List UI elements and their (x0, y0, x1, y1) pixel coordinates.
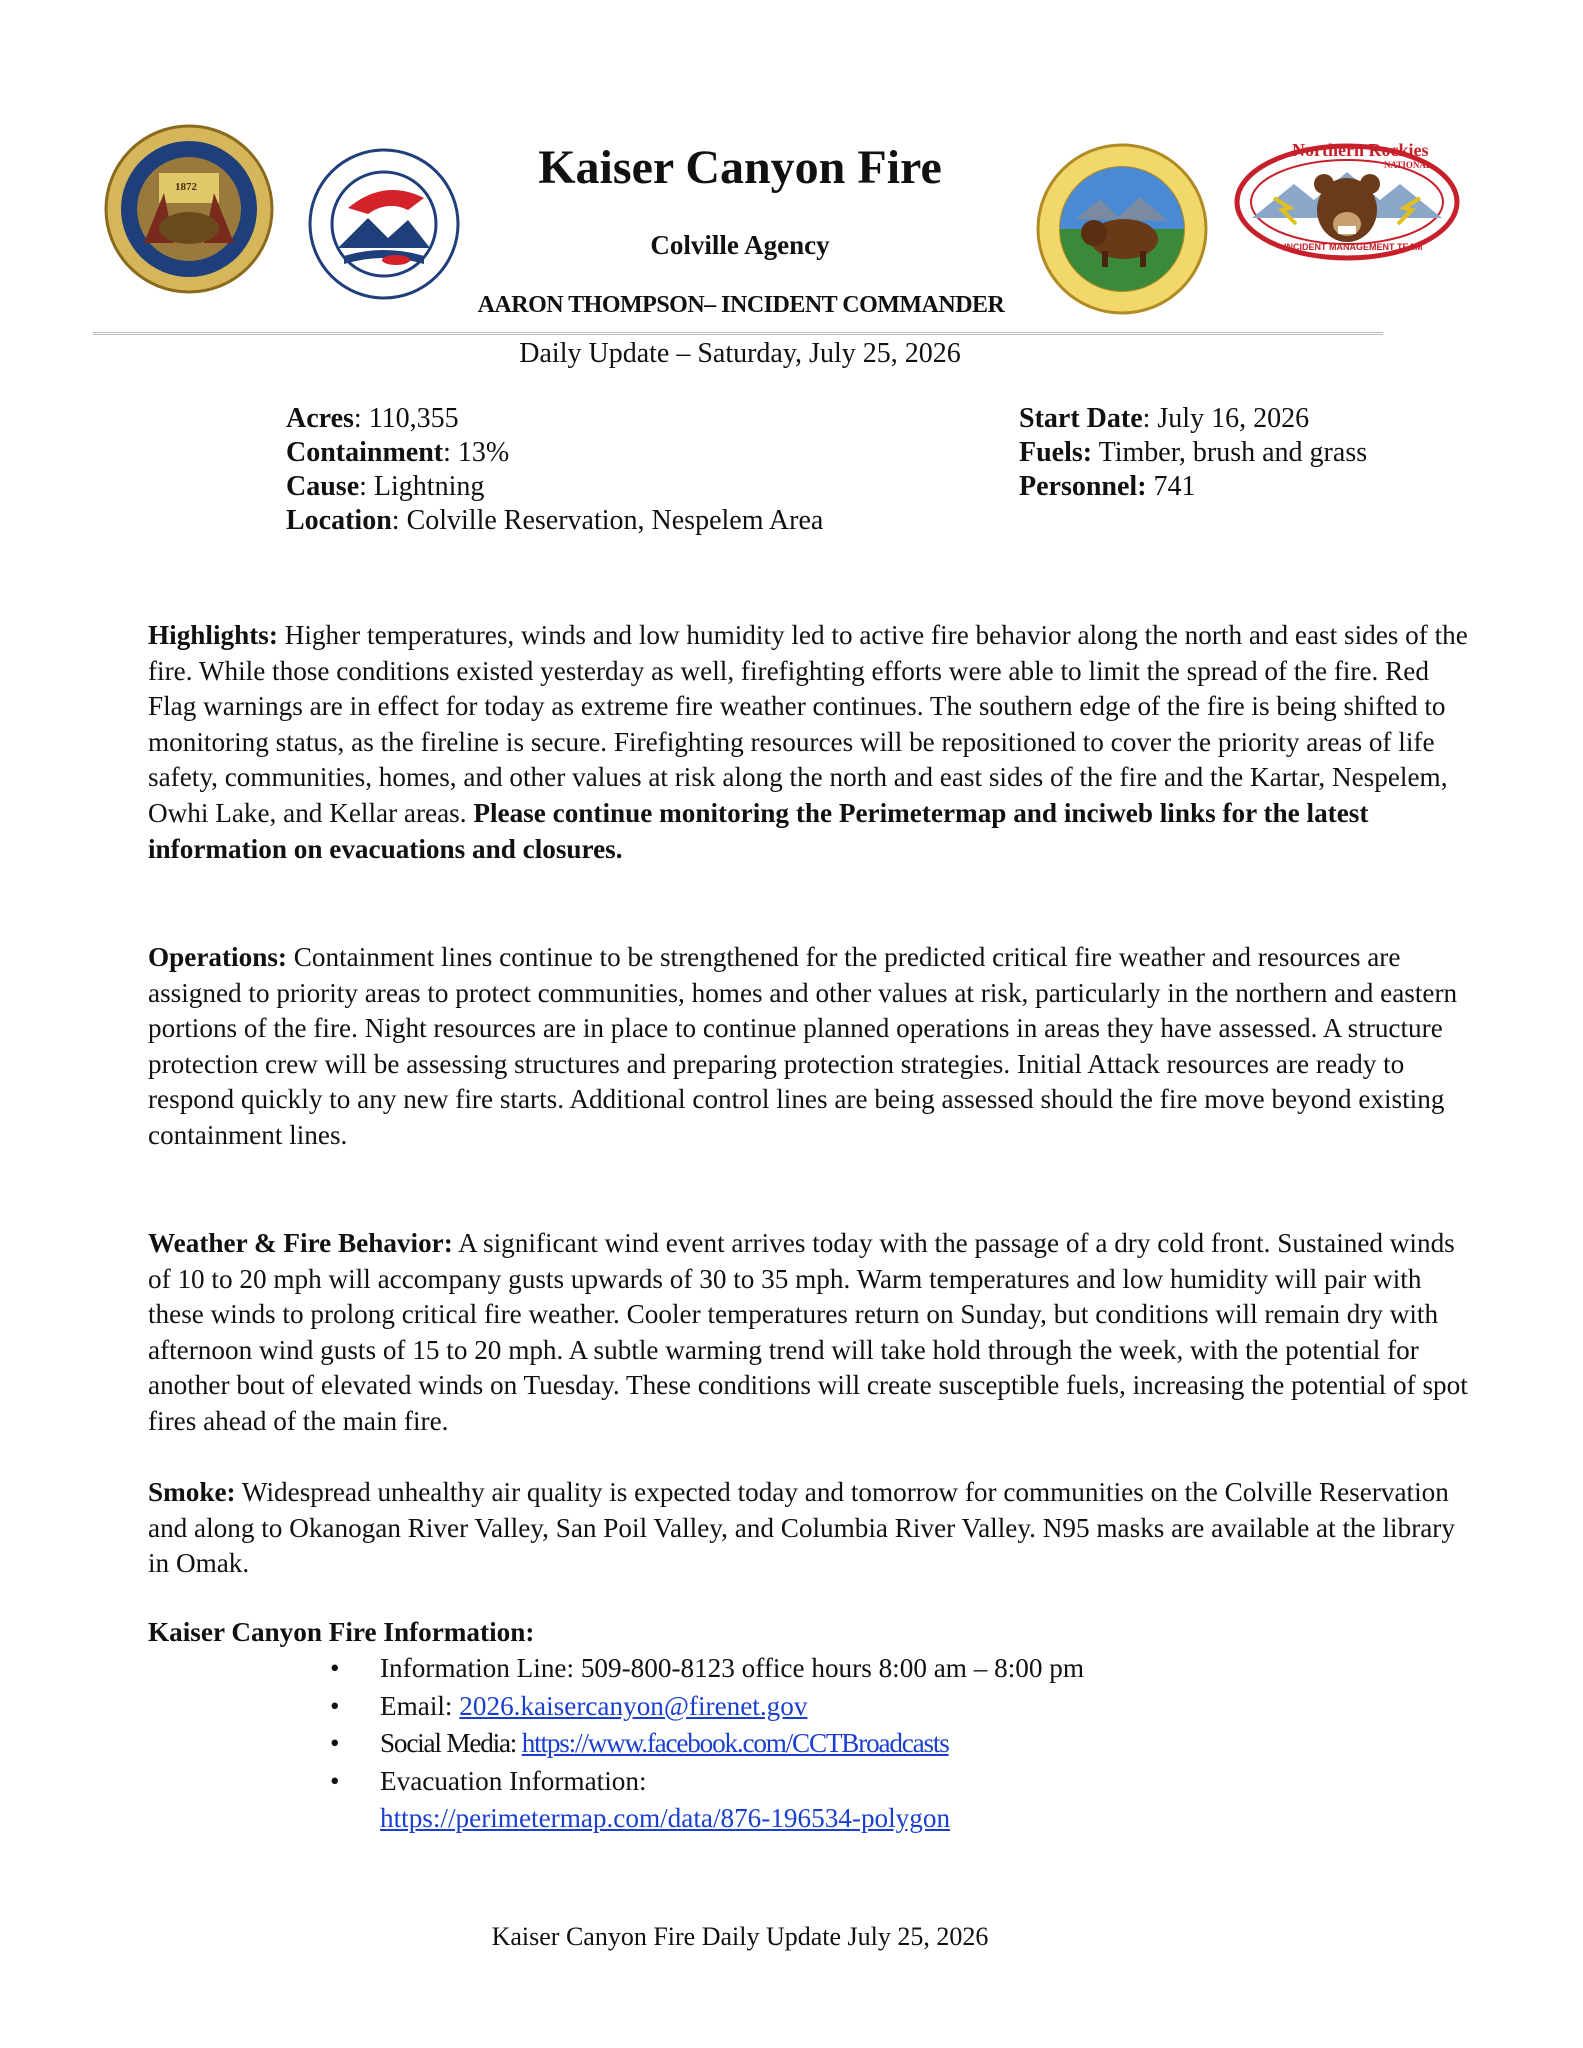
incident-commander: AARON THOMPSON– INCIDENT COMMANDER (477, 292, 1005, 318)
fire-facts-right (1019, 402, 1367, 504)
weather-section (148, 1226, 1476, 1440)
fact-acres: Acres: 110,355 (286, 403, 459, 434)
email-link[interactable]: 2026.kaisercanyon@firenet.gov (459, 1690, 808, 1721)
smoke-text: Widespread unhealthy air quality is expected today and tomorrow for communities on the Colville Reservation and along to Okanogan River Valley, San Poil Valley, and Columbia River Valley. N95 masks are available at the library in Omak. (148, 1477, 1455, 1579)
smoke-section (148, 1475, 1476, 1582)
smoke-label: Smoke: (148, 1477, 236, 1507)
list-item (330, 1688, 1190, 1726)
bullet-icon: • (330, 1728, 339, 1758)
weather-label: Weather & Fire Behavior: (148, 1228, 453, 1258)
weather-text: A significant wind event arrives today with the passage of a dry cold front. Sustained winds of 10 to 20 mph will accompany gusts upwards of 30 to 35 mph. Warm temperatures and low humidity will pair with these winds to prolong critical fire weather. Cooler temperatures return on Sunday, but conditions will remain dry with afternoon wind gusts of 15 to 20 mph. A subtle warming trend will take hold through the week, with the potential for another bout of elevated winds on Tuesday. These conditions will create susceptible fuels, increasing the potential of spot fires ahead of the main fire. (148, 1228, 1468, 1436)
bullet-icon: • (330, 1690, 340, 1721)
fact-location: Location: Colville Reservation, Nespelem Area (286, 505, 824, 536)
daily-update-date: Daily Update – Saturday, July 25, 2026 (519, 338, 961, 369)
list-item (330, 1763, 1000, 1838)
document-subtitle: Colville Agency (650, 230, 830, 260)
highlights-bold-note: Please continue monitoring the Perimetermap and inciweb links for the latest information on evacuations and closures. (148, 797, 1369, 864)
fact-cause: Cause: Lightning (286, 471, 485, 502)
evacuation-label: Evacuation Information: (380, 1765, 647, 1796)
page-footer: Kaiser Canyon Fire Daily Update July 25, 2026 (491, 1922, 989, 1951)
operations-section (148, 940, 1476, 1154)
operations-label: Operations: (148, 942, 287, 972)
fact-containment: Containment: 13% (286, 437, 510, 468)
operations-text: Containment lines continue to be strengthened for the predicted critical fire weather and resources are assigned to priority areas to protect communities, homes and other values at risk, particularly in the northern and eastern portions of the fire. Night resources are in place to continue planned operations in areas they have assessed. A structure protection crew will be assessing structures and preparing protection strategies. Initial Attack resources are ready to respond quickly to any new fire starts. Additional control lines are being assessed should the fire move beyond existing containment lines. (148, 942, 1458, 1150)
fire-information-heading: Kaiser Canyon Fire Information: (148, 1617, 535, 1647)
fire-information-list (330, 1650, 1190, 1838)
bullet-icon: • (330, 1765, 340, 1796)
highlights-section (148, 618, 1476, 867)
highlights-text: Higher temperatures, winds and low humidity led to active fire behavior along the north and east sides of the fire. While those conditions existed yesterday as well, firefighting efforts were able to limit the spread of the fire. Red Flag warnings are in effect for today as extreme fire weather continues. The southern edge of the fire is being shifted to monitoring status, as the fireline is secure. Firefighting resources will be repositioned to cover the priority areas of life safety, communities, homes, and other values at risk along the north and east sides of the fire and the Kartar, Nespelem, Owhi Lake, and Kellar areas. (148, 620, 1468, 828)
imt-logo-bottom-text: INCIDENT MANAGEMENT TEAM (1284, 242, 1423, 252)
fact-personnel: Personnel: 741 (1019, 471, 1196, 502)
fire-facts-left (286, 402, 823, 538)
information-line: Information Line: 509-800-8123 office hours 8:00 am – 8:00 pm (380, 1653, 1084, 1683)
colville-year: 1872 (175, 181, 197, 193)
document-title: Kaiser Canyon Fire (538, 141, 942, 194)
fact-fuels: Fuels: Timber, brush and grass (1019, 437, 1368, 468)
highlights-label: Highlights: (148, 620, 278, 650)
list-item (330, 1725, 1190, 1763)
evacuation-link[interactable]: https://perimetermap.com/data/876-196534-polygon (380, 1803, 951, 1833)
email-label: Email: (380, 1690, 460, 1721)
imt-logo-mid-text: NATIONAL (1384, 160, 1432, 170)
social-media-link[interactable]: https://www.facebook.com/CCTBroadcasts (521, 1728, 949, 1758)
bullet-icon: • (330, 1653, 340, 1683)
list-item (330, 1650, 1190, 1688)
fact-start-date: Start Date: July 16, 2026 (1019, 403, 1310, 434)
header-divider (93, 332, 1383, 335)
social-media-label: Social Media: (380, 1728, 522, 1758)
imt-logo-top-text: Northern Rockies (1292, 140, 1429, 160)
